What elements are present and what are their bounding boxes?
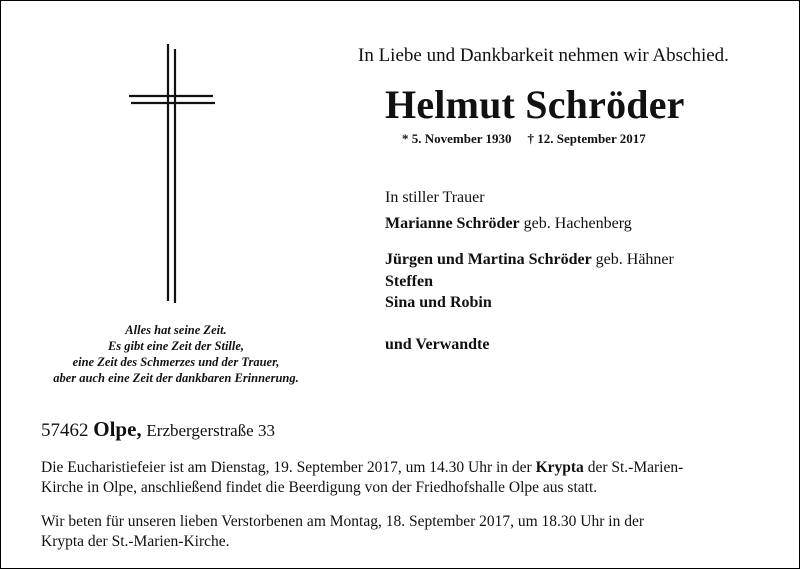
mourner-line [385,249,674,271]
city: Olpe, [93,417,142,441]
prayer-paragraph [41,512,781,552]
mourner-line: Sina und Robin [385,294,492,311]
verse-line: Es gibt eine Zeit der Stille, [107,339,245,353]
text-span: Die Eucharistiefeier ist am Dienstag, 19. September 2017, um 14.30 Uhr in der [41,459,532,476]
maiden-name: geb. Hähner [595,251,674,268]
paragraph-line: Wir beten für unseren lieben Verstorbenen am Montag, 18. September 2017, um 18.30 Uhr in der [41,513,645,530]
paragraph-line [41,458,781,478]
mourner-name: Jürgen und Martina Schröder [385,251,592,268]
mourner-name: Marianne Schröder [385,215,520,232]
birth-date: * 5. November 1930 [402,131,512,146]
verse-line: Alles hat seine Zeit. [125,323,227,337]
location-name: Krypta [535,459,584,476]
paragraph-line: Krypta der St.-Marien-Kirche. [41,533,230,550]
cross-icon [121,41,221,306]
mourner-line: Steffen [385,273,433,290]
service-paragraph [41,458,781,498]
text-span: der St.-Marien- [587,459,684,476]
paragraph-line: Kirche in Olpe, anschließend findet die Beerdigung von der Friedhofshalle Olpe aus statt. [41,479,598,496]
mourner-line: und Verwandte [385,336,490,353]
verse-line: aber auch eine Zeit der dankbaren Erinnerung. [53,371,299,385]
mourning-heading: In stiller Trauer [385,189,485,206]
intro-text: In Liebe und Dankbarkeit nehmen wir Abschied. [358,45,729,66]
verse-line: eine Zeit des Schmerzes und der Trauer, [72,355,280,369]
street: Erzbergerstraße 33 [146,421,275,440]
death-date: † 12. September 2017 [527,131,646,146]
postcode: 57462 [41,420,89,441]
maiden-name: geb. Hachenberg [523,215,632,232]
verse [21,322,331,386]
deceased-name: Helmut Schröder [385,82,685,127]
mourner-line [385,213,632,235]
life-dates [402,131,646,147]
address [41,417,275,442]
